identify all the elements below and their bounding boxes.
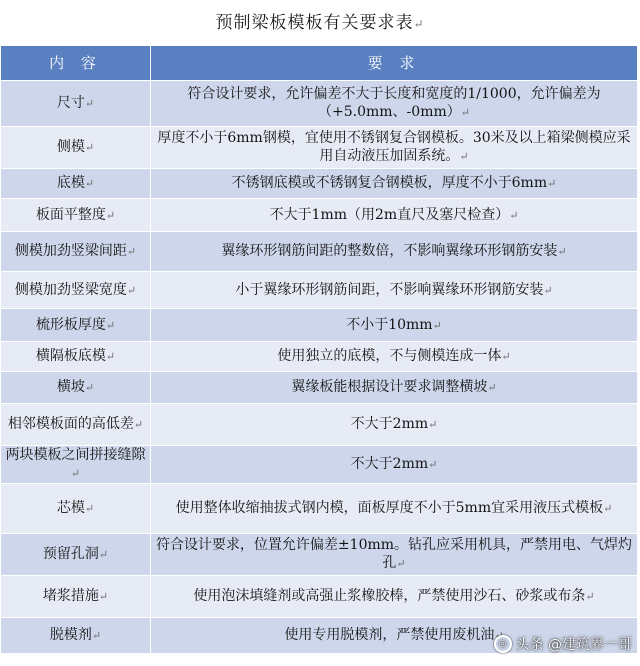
table-row bbox=[1, 484, 638, 534]
table-row bbox=[1, 199, 638, 232]
row-item-text: 预留孔洞 bbox=[42, 546, 99, 562]
table-row bbox=[1, 272, 638, 309]
watermark-text: 头条 @建筑界一哥 bbox=[515, 637, 632, 653]
paragraph-mark: ↵ bbox=[428, 458, 438, 471]
table-row bbox=[1, 169, 638, 199]
table-row bbox=[1, 342, 638, 372]
row-item-text: 堵浆措施 bbox=[42, 588, 99, 604]
paragraph-mark: ↵ bbox=[547, 177, 557, 190]
paragraph-mark: ↵ bbox=[585, 590, 595, 603]
row-requirement-text: 不小于10mm bbox=[346, 316, 433, 333]
requirements-table bbox=[0, 45, 638, 654]
row-item-text: 底模 bbox=[56, 175, 85, 191]
row-item bbox=[1, 232, 151, 272]
paragraph-mark: ↵ bbox=[98, 548, 109, 561]
row-requirement-text: 小于翼缘环形钢筋间距，不影响翼缘环形钢筋安装 bbox=[235, 281, 544, 298]
paragraph-mark: ↵ bbox=[84, 177, 95, 190]
headline-logo-icon: ◎ bbox=[494, 635, 512, 653]
table-row bbox=[1, 309, 638, 342]
row-requirement bbox=[151, 534, 638, 576]
row-requirement bbox=[151, 127, 638, 169]
row-item bbox=[1, 199, 151, 232]
row-item bbox=[1, 309, 151, 342]
row-requirement-text: 翼缘板能根据设计要求调整横坡 bbox=[291, 379, 488, 395]
row-requirement-text: 使用泡沫填缝剂或高强止浆橡胶棒，严禁使用沙石、砂浆或布条 bbox=[193, 588, 586, 604]
paragraph-mark: ↵ bbox=[133, 418, 144, 431]
paragraph-mark: ↵ bbox=[494, 629, 504, 642]
page-title bbox=[0, 8, 640, 33]
row-item bbox=[1, 342, 151, 372]
row-requirement bbox=[151, 232, 638, 272]
row-item-text: 横隔板底模 bbox=[35, 348, 106, 364]
row-item bbox=[1, 404, 151, 446]
paragraph-mark: ↵ bbox=[509, 208, 519, 222]
row-item bbox=[1, 127, 151, 169]
paragraph-mark: ↵ bbox=[459, 150, 469, 163]
row-item-text: 相邻模板面的高低差 bbox=[7, 416, 134, 432]
row-item-text: 侧模 bbox=[56, 139, 85, 155]
row-requirement-text: 使用独立的底模，不与侧模连成一体 bbox=[277, 348, 502, 364]
paragraph-mark: ↵ bbox=[105, 318, 116, 332]
row-requirement-text: 使用专用脱模剂，严禁使用废机油 bbox=[284, 627, 495, 643]
header-requirement: 要 求 bbox=[151, 46, 638, 81]
table-row bbox=[1, 404, 638, 446]
watermark bbox=[494, 634, 632, 654]
row-item-text: 横坡 bbox=[56, 379, 85, 395]
row-requirement bbox=[151, 484, 638, 534]
row-item bbox=[1, 618, 151, 654]
table-header-row bbox=[1, 46, 638, 81]
paragraph-mark: ↵ bbox=[84, 502, 95, 515]
row-requirement bbox=[151, 81, 638, 127]
paragraph-mark: ↵ bbox=[98, 590, 109, 603]
paragraph-mark: ↵ bbox=[84, 141, 95, 154]
row-item bbox=[1, 534, 151, 576]
row-item-text: 脱模剂 bbox=[49, 627, 92, 643]
row-item-text: 尺寸 bbox=[56, 95, 85, 111]
row-requirement bbox=[151, 446, 638, 484]
table-row bbox=[1, 81, 638, 127]
row-requirement-text: 不大于2mm bbox=[350, 416, 429, 432]
row-requirement bbox=[151, 199, 638, 232]
paragraph-mark: ↵ bbox=[557, 245, 567, 258]
row-requirement bbox=[151, 404, 638, 446]
title-text: 预制梁板模板有关要求表 bbox=[215, 13, 414, 33]
paragraph-mark: ↵ bbox=[460, 106, 470, 119]
row-item-text: 两块模板之间拼接缝隙 bbox=[5, 447, 146, 463]
row-item bbox=[1, 81, 151, 127]
paragraph-mark: ↵ bbox=[432, 318, 442, 332]
paragraph-mark: ↵ bbox=[126, 245, 137, 258]
row-requirement-text: 翼缘环形钢筋间距的整数倍，不影响翼缘环形钢筋安装 bbox=[221, 243, 558, 259]
row-item bbox=[1, 372, 151, 404]
table-row bbox=[1, 232, 638, 272]
row-item bbox=[1, 576, 151, 618]
row-item-text: 侧模加劲竖梁宽度 bbox=[14, 281, 127, 298]
table-row bbox=[1, 372, 638, 404]
paragraph-mark: ↵ bbox=[413, 17, 425, 31]
paragraph-mark: ↵ bbox=[91, 629, 102, 642]
paragraph-mark: ↵ bbox=[105, 350, 116, 363]
table-row bbox=[1, 127, 638, 169]
paragraph-mark: ↵ bbox=[543, 283, 553, 297]
table-body bbox=[1, 81, 638, 654]
row-item bbox=[1, 169, 151, 199]
row-requirement-text: 不锈钢底模或不锈钢复合钢模板，厚度不小于6mm bbox=[231, 175, 548, 191]
paragraph-mark: ↵ bbox=[487, 381, 497, 394]
paragraph-mark: ↵ bbox=[396, 557, 406, 570]
row-item bbox=[1, 272, 151, 309]
row-requirement bbox=[151, 272, 638, 309]
table-row bbox=[1, 534, 638, 576]
table-row bbox=[1, 446, 638, 484]
paragraph-mark: ↵ bbox=[428, 418, 438, 431]
row-requirement-text: 不大于1mm（用2m直尺及塞尺检查） bbox=[269, 206, 510, 223]
row-requirement-text: 厚度不小于6mm钢模，宜使用不锈钢复合钢模板。30米及以上箱梁侧模应采用自动液压加固系统。 bbox=[157, 130, 631, 164]
row-requirement-text: 使用整体收缩抽拔式钢内模，面板厚度不小于5mm宜采用液压式模板 bbox=[175, 500, 604, 516]
row-requirement bbox=[151, 372, 638, 404]
paragraph-mark: ↵ bbox=[603, 502, 613, 515]
row-requirement bbox=[151, 309, 638, 342]
row-requirement-text: 符合设计要求，允许偏差不大于长度和宽度的1/1000，允许偏差为（+5.0mm、-0mm） bbox=[187, 86, 601, 120]
header-content: 内 容 bbox=[1, 46, 151, 81]
row-requirement bbox=[151, 169, 638, 199]
row-requirement bbox=[151, 576, 638, 618]
row-item bbox=[1, 484, 151, 534]
row-requirement-text: 符合设计要求，位置允许偏差±10mm。钻孔应采用机具，严禁用电、气焊灼孔 bbox=[155, 537, 633, 571]
row-item bbox=[1, 446, 151, 484]
row-item-text: 板面平整度 bbox=[35, 206, 106, 223]
table-row bbox=[1, 576, 638, 618]
row-requirement bbox=[151, 342, 638, 372]
paragraph-mark: ↵ bbox=[126, 283, 137, 297]
row-requirement-text: 不大于2mm bbox=[350, 456, 429, 472]
paragraph-mark: ↵ bbox=[84, 381, 95, 394]
paragraph-mark: ↵ bbox=[501, 350, 511, 363]
row-item-text: 侧模加劲竖梁间距 bbox=[14, 243, 127, 259]
paragraph-mark: ↵ bbox=[105, 208, 116, 222]
paragraph-mark: ↵ bbox=[84, 97, 95, 110]
row-item-text: 芯模 bbox=[56, 500, 85, 516]
row-item-text: 梳形板厚度 bbox=[35, 316, 106, 333]
paragraph-mark: ↵ bbox=[70, 467, 81, 480]
